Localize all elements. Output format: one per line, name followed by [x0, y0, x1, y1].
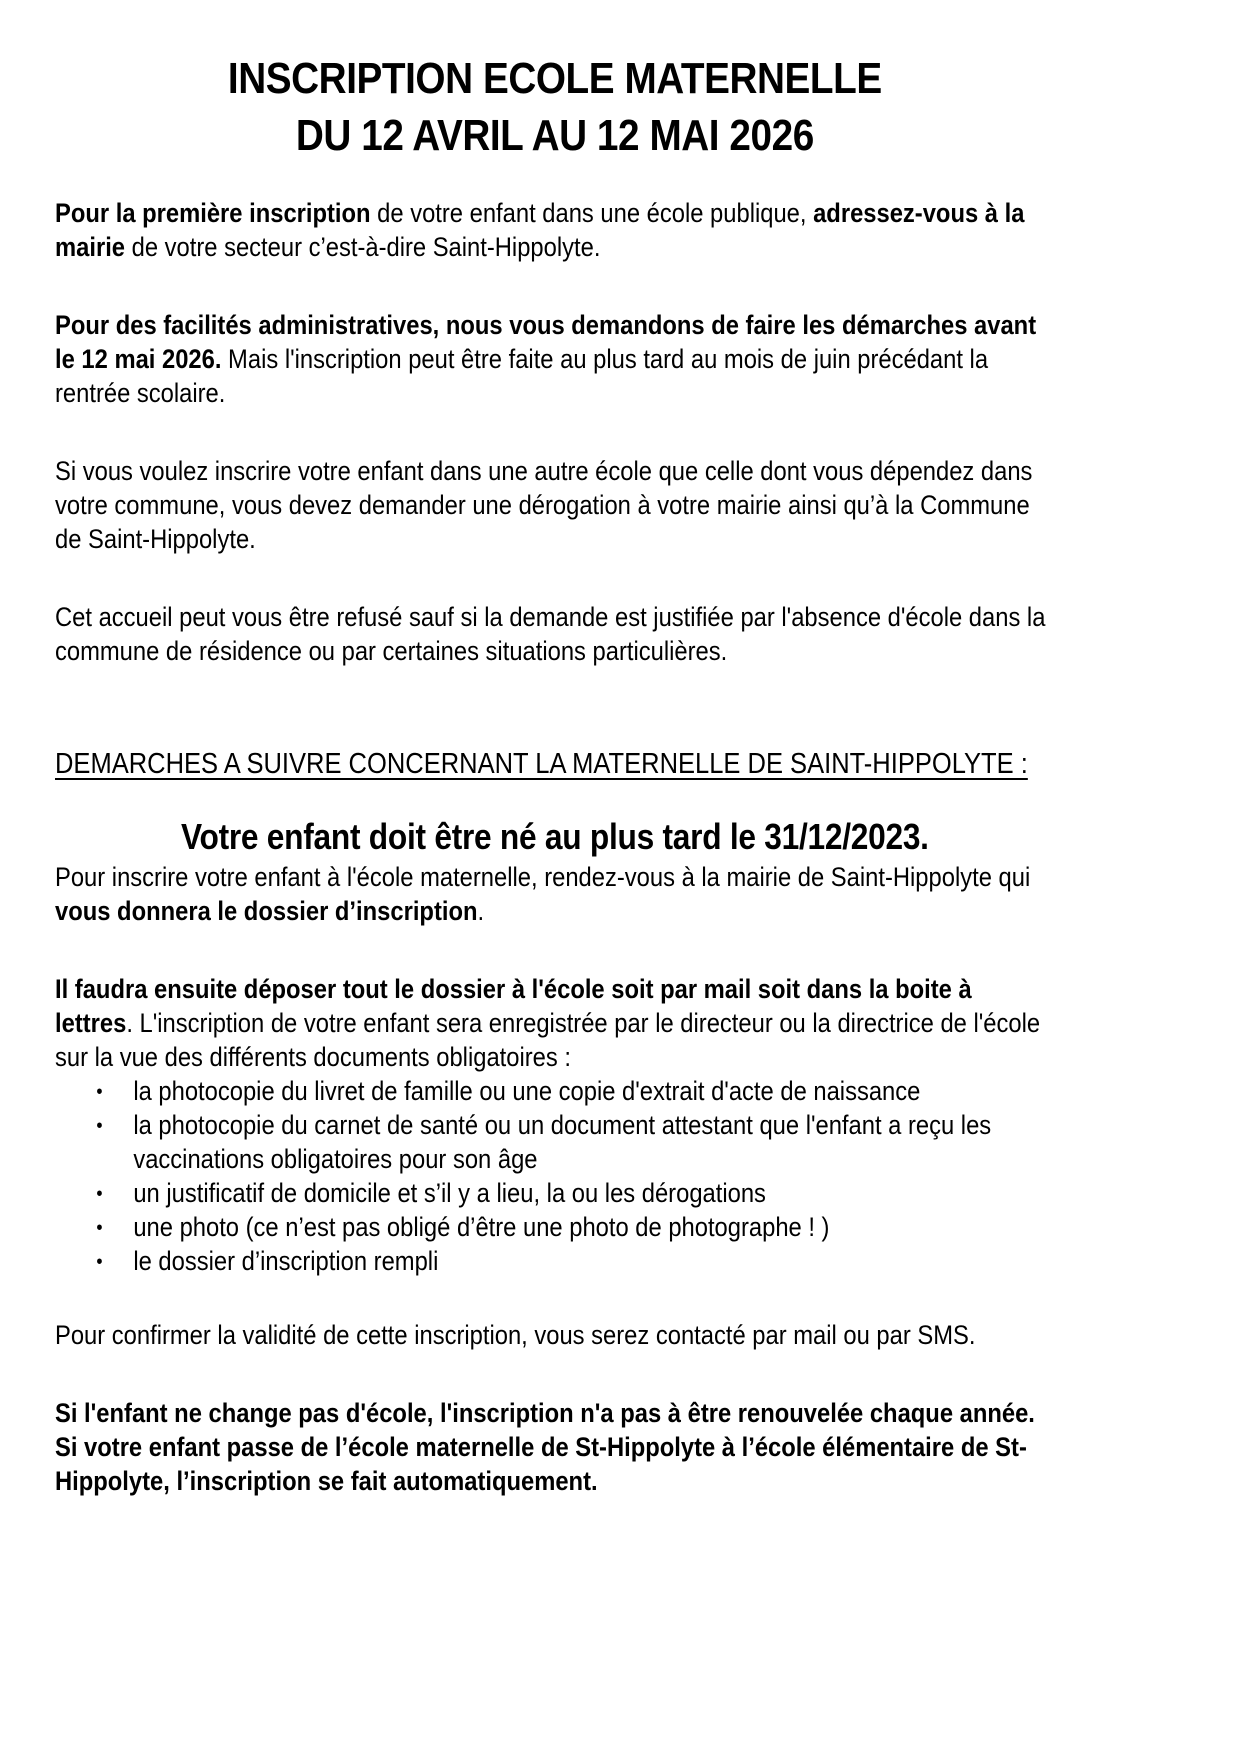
- text-segment: Mais l'inscription peut être faite au plus tard au mois de juin précédant la rentrée scolaire.: [55, 344, 989, 408]
- text-segment: Pour inscrire votre enfant à l'école maternelle, rendez-vous à la mairie de Saint-Hippolyte qui: [55, 862, 1031, 892]
- section-heading-text: DEMARCHES A SUIVRE CONCERNANT LA MATERNELLE DE SAINT-HIPPOLYTE :: [55, 748, 1028, 780]
- list-item: [55, 1176, 1055, 1210]
- text-segment: Pour confirmer la validité de cette inscription, vous serez contacté par mail ou par SMS.: [55, 1320, 976, 1350]
- title-line-2: DU 12 AVRIL AU 12 MAI 2026: [295, 111, 814, 160]
- text-segment: Si vous voulez inscrire votre enfant dans une autre école que celle dont vous dépendez dans votre commune, vous devez demander une dérogation à votre mairie ainsi qu’à la Commune de Saint-Hippolyte.: [55, 456, 1033, 554]
- birth-date-requirement: Votre enfant doit être né au plus tard le 31/12/2023.: [180, 816, 929, 857]
- text-segment: .: [477, 896, 485, 926]
- list-item: [55, 1108, 1055, 1176]
- text-segment-bold: adressez-vous à la mairie: [55, 198, 1025, 262]
- paragraph-depot-dossier: [55, 972, 1055, 1074]
- paragraph-accueil-refuse: [55, 600, 1055, 668]
- text-segment: . L'inscription de votre enfant sera enregistrée par le directeur ou la directrice de l'école sur la vue des différents documents obligatoires :: [55, 1008, 1041, 1072]
- paragraph-premiere-inscription: [55, 196, 1055, 264]
- paragraph-renouvellement-automatique: [55, 1396, 1055, 1498]
- title-line-1: INSCRIPTION ECOLE MATERNELLE: [227, 54, 882, 103]
- section-heading-demarches: [55, 744, 1055, 784]
- list-item: [55, 1074, 1055, 1108]
- list-item-text: un justificatif de domicile et s’il y a lieu, la ou les dérogations: [133, 1178, 766, 1208]
- document-page: [55, 0, 1055, 1498]
- list-item: [55, 1244, 1055, 1278]
- text-segment: de votre secteur c’est-à-dire Saint-Hippolyte.: [125, 232, 601, 262]
- bullet-icon: •: [96, 1217, 103, 1239]
- bullet-icon: •: [96, 1115, 103, 1137]
- text-segment: Cet accueil peut vous être refusé sauf si la demande est justifiée par l'absence d'école dans la commune de résidence ou par certaines situations particulières.: [55, 602, 1046, 666]
- paragraph-confirmation-contact: [55, 1318, 1055, 1352]
- paragraph-facilites-administratives: [55, 308, 1055, 410]
- bullet-icon: •: [96, 1081, 103, 1103]
- bullet-icon: •: [96, 1183, 103, 1205]
- list-item-text: une photo (ce n’est pas obligé d’être une photo de photographe ! ): [133, 1212, 830, 1242]
- paragraph-inscription-mairie: [55, 860, 1055, 928]
- list-item-text: la photocopie du carnet de santé ou un document attestant que l'enfant a reçu les vaccinations obligatoires pour son âge: [133, 1110, 992, 1174]
- text-segment-bold: Il faudra ensuite déposer tout le dossier à l'école soit par mail soit dans la boite à lettres: [55, 974, 972, 1038]
- text-segment: de votre enfant dans une école publique,: [370, 198, 814, 228]
- list-item-text: la photocopie du livret de famille ou une copie d'extrait d'acte de naissance: [133, 1076, 921, 1106]
- list-item: [55, 1210, 1055, 1244]
- text-segment-bold: vous donnera le dossier d’inscription: [55, 896, 478, 926]
- paragraph-autre-ecole: [55, 454, 1055, 556]
- document-title: [55, 50, 1055, 164]
- text-segment: Si l'enfant ne change pas d'école, l'inscription n'a pas à être renouvelée chaque année. Si votre enfant passe de l’école maternelle de St-Hippolyte à l’école élémentaire de St-Hippolyte, l’inscription se fait automatiquement.: [55, 1398, 1035, 1496]
- text-segment-bold: Pour la première inscription: [55, 198, 371, 228]
- text-segment-bold: Pour des facilités administratives, nous vous demandons de faire les démarches avant le 12 mai 2026.: [55, 310, 1037, 374]
- documents-list: [55, 1074, 1055, 1278]
- list-item-text: le dossier d’inscription rempli: [133, 1246, 439, 1276]
- bullet-icon: •: [96, 1251, 103, 1273]
